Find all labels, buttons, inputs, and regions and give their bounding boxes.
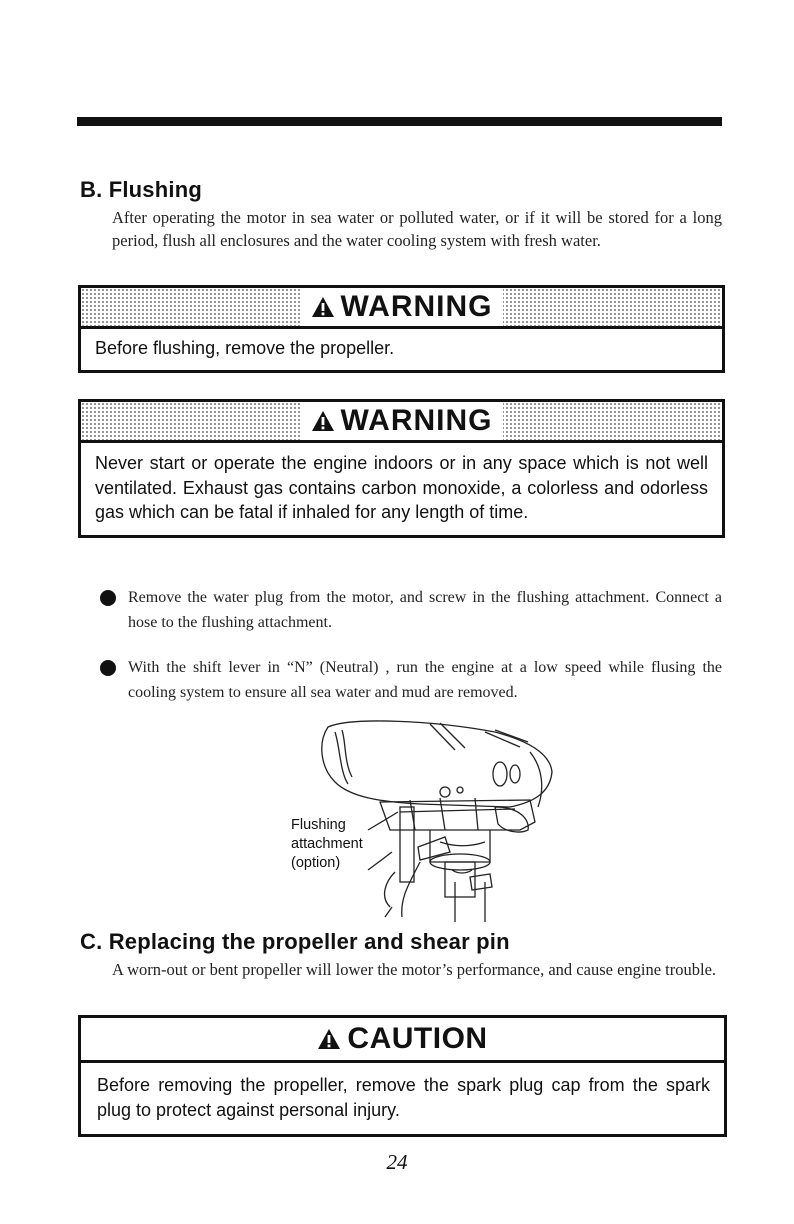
- caution-header: [81, 1018, 724, 1063]
- caution-text: Before removing the propeller, remove the spark plug cap from the spark plug to protect against personal injury.: [97, 1075, 710, 1120]
- bullet-dot-icon: [100, 660, 116, 676]
- figure-label-line-2: attachment: [291, 836, 363, 852]
- warning-label: WARNING: [340, 290, 493, 323]
- warning-header-2: [81, 402, 722, 443]
- warning-triangle-icon: [317, 1028, 341, 1050]
- caution-box: [78, 1015, 727, 1137]
- caution-label: CAUTION: [347, 1022, 488, 1055]
- warning-text-1: Before flushing, remove the propeller.: [95, 338, 395, 358]
- warning-header-1: [81, 288, 722, 329]
- section-c-intro: A worn-out or bent propeller will lower the motor’s performance, and cause engine trouble.: [112, 960, 717, 979]
- warning-box-1: [78, 285, 725, 373]
- section-c-title: C. Replacing the propeller and shear pin: [80, 929, 510, 954]
- bullet-text: With the shift lever in “N” (Neutral) , run the engine at a low speed while flusing the cooling system to ensure all sea water and mud are removed.: [128, 659, 722, 701]
- section-b-title: B. Flushing: [80, 177, 202, 202]
- figure-label-line-1: Flushing: [291, 817, 346, 833]
- warning-triangle-icon: [311, 296, 335, 318]
- bullet-item: [100, 586, 722, 635]
- bullet-text: Remove the water plug from the motor, and screw in the flushing attachment. Connect a hose to the flushing attachment.: [128, 589, 722, 631]
- warning-label: WARNING: [340, 404, 493, 437]
- bullet-item: [100, 656, 722, 705]
- page-number: 24: [386, 1150, 408, 1174]
- warning-triangle-icon: [311, 410, 335, 432]
- warning-text-2: Never start or operate the engine indoors or in any space which is not well ventilated. Exhaust gas contains carbon monoxide, a colorless and odorless gas which can be fatal if inhaled for any length of time.: [95, 453, 708, 522]
- figure-label-line-3: (option): [291, 855, 341, 871]
- bullet-dot-icon: [100, 590, 116, 606]
- section-b-intro: After operating the motor in sea water or polluted water, or if it will be stored for a long period, flush all enclosures and the water cooling system with fresh water.: [112, 208, 722, 250]
- top-rule: [77, 117, 722, 126]
- warning-box-2: [78, 399, 725, 538]
